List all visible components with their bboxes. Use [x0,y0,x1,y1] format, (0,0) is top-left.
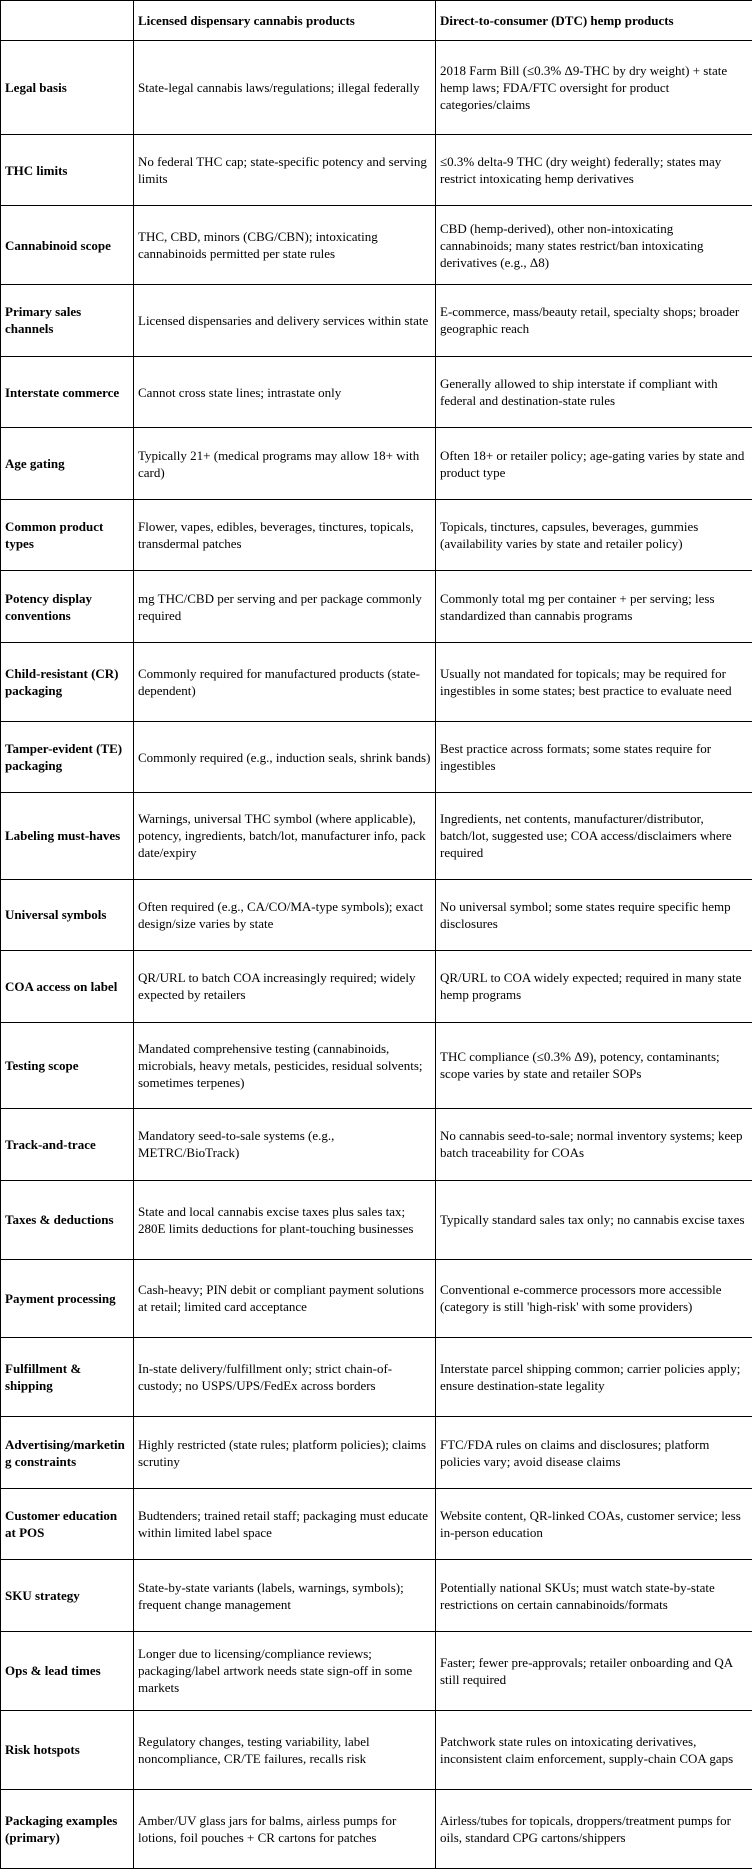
hemp-cell: Website content, QR-linked COAs, customer service; less in-person education [436,1488,752,1560]
row-label: Child-resistant (CR) packaging [1,642,134,721]
header-hemp: Direct-to-consumer (DTC) hemp products [436,1,752,41]
row-label: SKU strategy [1,1560,134,1632]
hemp-cell: Often 18+ or retailer policy; age-gating varies by state and product type [436,428,752,500]
table-row [1,1631,752,1710]
row-label: Potency display conventions [1,571,134,643]
hemp-cell: Best practice across formats; some states require for ingestibles [436,721,752,793]
cannabis-cell: Flower, vapes, edibles, beverages, tinctures, topicals, transdermal patches [134,499,436,571]
table-row [1,951,752,1023]
cannabis-cell: State and local cannabis excise taxes plus sales tax; 280E limits deductions for plant-touching businesses [134,1180,436,1259]
row-label: Packaging examples (primary) [1,1789,134,1868]
cannabis-cell: mg THC/CBD per serving and per package commonly required [134,571,436,643]
hemp-cell: Commonly total mg per container + per serving; less standardized than cannabis programs [436,571,752,643]
table-row [1,1338,752,1417]
hemp-cell: Ingredients, net contents, manufacturer/distributor, batch/lot, suggested use; COA access/disclaimers where required [436,793,752,879]
hemp-cell: THC compliance (≤0.3% Δ9), potency, contaminants; scope varies by state and retailer SOPs [436,1022,752,1108]
row-label: Customer education at POS [1,1488,134,1560]
cannabis-cell: Cannot cross state lines; intrastate only [134,356,436,428]
row-label: Taxes & deductions [1,1180,134,1259]
hemp-cell: No cannabis seed-to-sale; normal inventory systems; keep batch traceability for COAs [436,1109,752,1181]
cannabis-cell: Warnings, universal THC symbol (where applicable), potency, ingredients, batch/lot, manufacturer info, pack date/expiry [134,793,436,879]
table-row [1,1789,752,1868]
table-row [1,134,752,206]
cannabis-cell: State-by-state variants (labels, warnings, symbols); frequent change management [134,1560,436,1632]
table-row [1,642,752,721]
table-row [1,1560,752,1632]
cannabis-cell: QR/URL to batch COA increasingly required; widely expected by retailers [134,951,436,1023]
row-label: Primary sales channels [1,285,134,357]
row-label: Legal basis [1,41,134,135]
row-label: Advertising/marketing constraints [1,1417,134,1489]
table-row [1,285,752,357]
cannabis-cell: Mandatory seed-to-sale systems (e.g., METRC/BioTrack) [134,1109,436,1181]
row-label: Labeling must-haves [1,793,134,879]
cannabis-cell: Amber/UV glass jars for balms, airless pumps for lotions, foil pouches + CR cartons for patches [134,1789,436,1868]
cannabis-cell: Cash-heavy; PIN debit or compliant payment solutions at retail; limited card acceptance [134,1259,436,1338]
table-row [1,1417,752,1489]
row-label: Payment processing [1,1259,134,1338]
table-row [1,793,752,879]
header-row [1,1,752,41]
row-label: Cannabinoid scope [1,206,134,285]
row-label: Track-and-trace [1,1109,134,1181]
table-row [1,1259,752,1338]
table-row [1,1710,752,1789]
hemp-cell: Topicals, tinctures, capsules, beverages, gummies (availability varies by state and retailer policy) [436,499,752,571]
table-row [1,721,752,793]
table-row [1,1022,752,1108]
row-label: Testing scope [1,1022,134,1108]
cannabis-cell: Typically 21+ (medical programs may allow 18+ with card) [134,428,436,500]
hemp-cell: Conventional e-commerce processors more accessible (category is still 'high-risk' with some providers) [436,1259,752,1338]
table-row [1,499,752,571]
row-label: Ops & lead times [1,1631,134,1710]
table-row [1,41,752,135]
hemp-cell: Airless/tubes for topicals, droppers/treatment pumps for oils, standard CPG cartons/shippers [436,1789,752,1868]
hemp-cell: Typically standard sales tax only; no cannabis excise taxes [436,1180,752,1259]
hemp-cell: CBD (hemp-derived), other non-intoxicating cannabinoids; many states restrict/ban intoxicating derivatives (e.g., Δ8) [436,206,752,285]
cannabis-cell: No federal THC cap; state-specific potency and serving limits [134,134,436,206]
hemp-cell: FTC/FDA rules on claims and disclosures; platform policies vary; avoid disease claims [436,1417,752,1489]
table-row [1,1488,752,1560]
row-label: Universal symbols [1,879,134,951]
hemp-cell: Usually not mandated for topicals; may be required for ingestibles in some states; best practice to evaluate need [436,642,752,721]
cannabis-cell: Often required (e.g., CA/CO/MA-type symbols); exact design/size varies by state [134,879,436,951]
cannabis-cell: Commonly required (e.g., induction seals, shrink bands) [134,721,436,793]
hemp-cell: E-commerce, mass/beauty retail, specialty shops; broader geographic reach [436,285,752,357]
table-row [1,1109,752,1181]
cannabis-cell: THC, CBD, minors (CBG/CBN); intoxicating cannabinoids permitted per state rules [134,206,436,285]
hemp-cell: Patchwork state rules on intoxicating derivatives, inconsistent claim enforcement, supply-chain COA gaps [436,1710,752,1789]
hemp-cell: Faster; fewer pre-approvals; retailer onboarding and QA still required [436,1631,752,1710]
row-label: Interstate commerce [1,356,134,428]
table-row [1,428,752,500]
cannabis-cell: Regulatory changes, testing variability, label noncompliance, CR/TE failures, recalls risk [134,1710,436,1789]
cannabis-cell: Mandated comprehensive testing (cannabinoids, microbials, heavy metals, pesticides, residual solvents; sometimes terpenes) [134,1022,436,1108]
hemp-cell: No universal symbol; some states require specific hemp disclosures [436,879,752,951]
cannabis-cell: Licensed dispensaries and delivery services within state [134,285,436,357]
row-label: Risk hotspots [1,1710,134,1789]
header-cannabis: Licensed dispensary cannabis products [134,1,436,41]
table-body [1,41,752,1869]
cannabis-cell: Highly restricted (state rules; platform policies); claims scrutiny [134,1417,436,1489]
cannabis-cell: Budtenders; trained retail staff; packaging must educate within limited label space [134,1488,436,1560]
hemp-cell: Interstate parcel shipping common; carrier policies apply; ensure destination-state legality [436,1338,752,1417]
table-row [1,879,752,951]
hemp-cell: Potentially national SKUs; must watch state-by-state restrictions on certain cannabinoids/formats [436,1560,752,1632]
row-label: THC limits [1,134,134,206]
row-label: Age gating [1,428,134,500]
cannabis-cell: In-state delivery/fulfillment only; strict chain-of-custody; no USPS/UPS/FedEx across borders [134,1338,436,1417]
hemp-cell: 2018 Farm Bill (≤0.3% Δ9-THC by dry weight) + state hemp laws; FDA/FTC oversight for product categories/claims [436,41,752,135]
cannabis-cell: Commonly required for manufactured products (state-dependent) [134,642,436,721]
table-row [1,571,752,643]
hemp-cell: ≤0.3% delta-9 THC (dry weight) federally; states may restrict intoxicating hemp derivatives [436,134,752,206]
row-label: COA access on label [1,951,134,1023]
table-row [1,1180,752,1259]
row-label: Fulfillment & shipping [1,1338,134,1417]
hemp-cell: Generally allowed to ship interstate if compliant with federal and destination-state rules [436,356,752,428]
hemp-cell: QR/URL to COA widely expected; required in many state hemp programs [436,951,752,1023]
table-row [1,206,752,285]
cannabis-cell: Longer due to licensing/compliance reviews; packaging/label artwork needs state sign-off in some markets [134,1631,436,1710]
row-label: Common product types [1,499,134,571]
row-label: Tamper-evident (TE) packaging [1,721,134,793]
cannabis-cell: State-legal cannabis laws/regulations; illegal federally [134,41,436,135]
header-corner-cell [1,1,134,41]
table-row [1,356,752,428]
